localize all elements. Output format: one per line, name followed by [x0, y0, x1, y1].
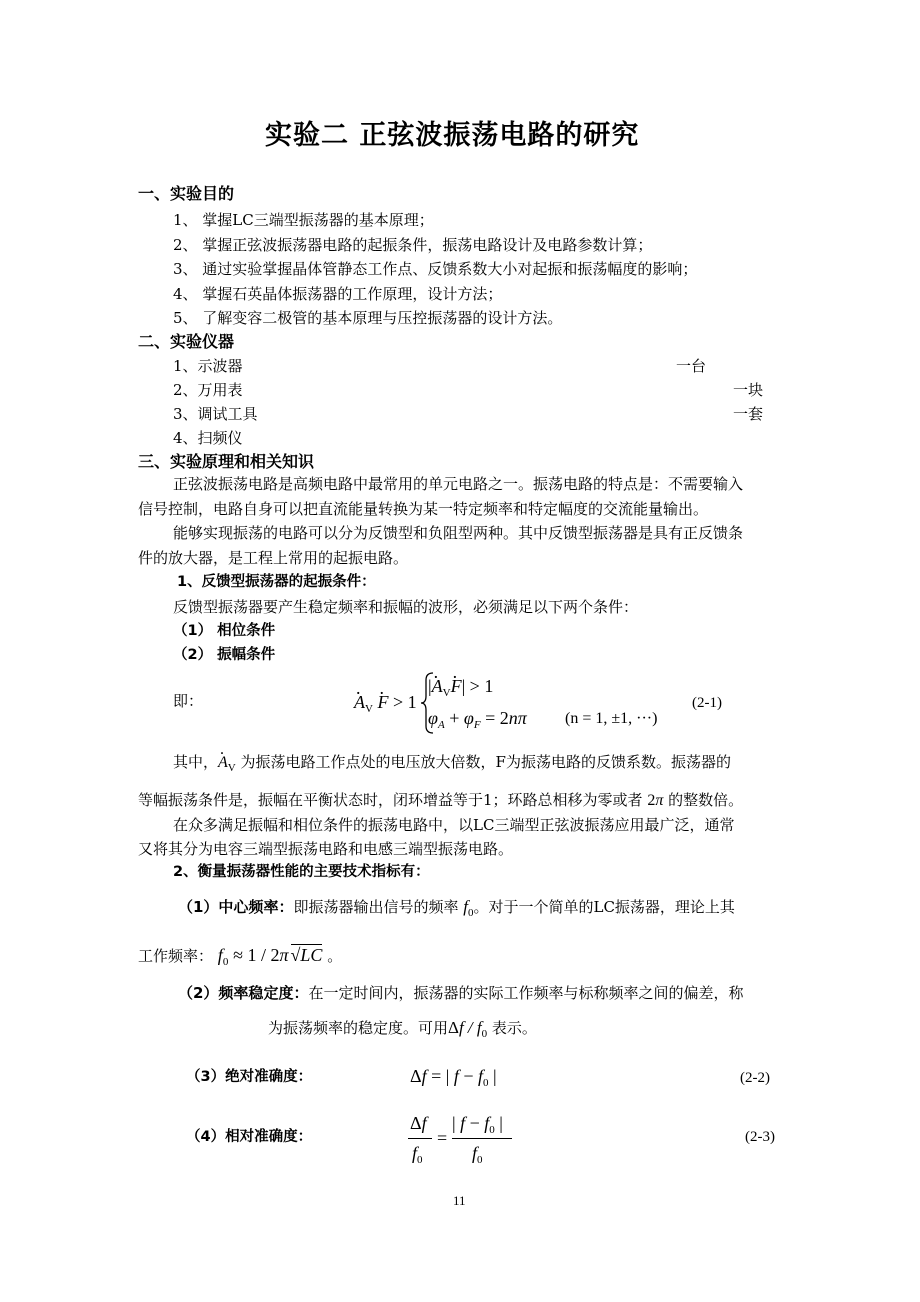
instrument-name: 2、万用表 [173, 381, 243, 399]
instrument-qty: 一套 [733, 405, 764, 423]
equation-number: (2-2) [740, 1070, 770, 1086]
paragraph-line: 信号控制，电路自身可以把直流能量转换为某一特定频率和特定幅度的交流能量输出。 [138, 500, 709, 518]
objective-item: 5、 了解变容二极管的基本原理与压控振荡器的设计方法。 [173, 309, 563, 327]
instrument-qty: 一块 [733, 381, 764, 399]
section-heading-objectives: 一、实验目的 [138, 184, 235, 203]
paragraph-line: 正弦波振荡电路是高频电路中最常用的单元电路之一。振荡电路的特点是：不需要输入 [173, 475, 744, 493]
equation-number: (2-1) [692, 695, 722, 711]
subsection-heading: 1、反馈型振荡器的起振条件： [177, 574, 376, 590]
paragraph-line: 又将其分为电容三端型振荡电路和电感三端型振荡电路。 [138, 840, 514, 858]
equation-n-range: (n = 1, ±1, ···) [565, 710, 658, 727]
section-heading-principles: 三、实验原理和相关知识 [138, 452, 315, 471]
equation-number: (2-3) [745, 1129, 775, 1145]
metric-center-frequency: （1）中心频率：即振荡器输出信号的频率 $f_0$。对于一个简单的LC振荡器，理论上其 [178, 897, 735, 919]
equation-prefix: 即： [173, 692, 204, 710]
objective-item: 4、 掌握石英晶体振荡器的工作原理，设计方法； [173, 285, 503, 303]
paragraph-line: 件的放大器，是工程上常用的起振电路。 [138, 549, 409, 567]
paragraph-line: 等幅振荡条件是，振幅在平衡状态时，闭环增益等于1；环路总相移为零或者 2π 的整数倍。 [138, 791, 744, 809]
metric-absolute-accuracy: （3）绝对准确度： [186, 1069, 313, 1085]
instrument-name: 1、示波器 [173, 357, 243, 375]
instrument-name: 3、调试工具 [173, 405, 258, 423]
formula-center-frequency: 工作频率： $f_0 \approx 1 / 2\pi$ √LC 。 [138, 945, 343, 968]
condition-phase: （1） 相位条件 [173, 623, 276, 639]
paragraph-line: 反馈型振荡器要产生稳定频率和振幅的波形，必须满足以下两个条件： [173, 598, 639, 616]
metric-frequency-stability: （2）频率稳定度：在一定时间内，振荡器的实际工作频率与标称频率之间的偏差，称 [178, 984, 744, 1002]
paragraph-line: 为振荡频率的稳定度。可用Δf / $f_0$ 表示。 [268, 1018, 537, 1040]
instrument-name: 4、扫频仪 [173, 429, 243, 447]
page-number: 11 [453, 1193, 466, 1208]
page-title: 实验二 正弦波振荡电路的研究 [265, 120, 640, 151]
paragraph-line: 其中，. $A_V$ 为振荡电路工作点处的电压放大倍数，F为振荡电路的反馈系数。振荡器的 [173, 753, 731, 775]
objective-item: 1、 掌握LC三端型振荡器的基本原理； [173, 211, 434, 229]
objective-item: 2、 掌握正弦波振荡器电路的起振条件，振荡电路设计及电路参数计算； [173, 236, 653, 254]
objective-item: 3、 通过实验掌握晶体管静态工作点、反馈系数大小对起振和振荡幅度的影响； [173, 260, 698, 278]
subsection-heading: 2、衡量振荡器性能的主要技术指标有： [173, 864, 430, 880]
section-heading-instruments: 二、实验仪器 [138, 332, 235, 351]
paragraph-line: 在众多满足振幅和相位条件的振荡电路中，以LC三端型正弦波振荡应用最广泛，通常 [173, 816, 735, 834]
equation-2-2: Δf = | $f - f_0$ | [410, 1066, 497, 1089]
paragraph-line: 能够实现振荡的电路可以分为反馈型和负阻型两种。其中反馈型振荡器是具有正反馈条 [173, 524, 744, 542]
metric-relative-accuracy: （4）相对准确度： [186, 1129, 313, 1145]
condition-amplitude: （2） 振幅条件 [173, 647, 276, 663]
instrument-qty: 一台 [676, 357, 707, 375]
